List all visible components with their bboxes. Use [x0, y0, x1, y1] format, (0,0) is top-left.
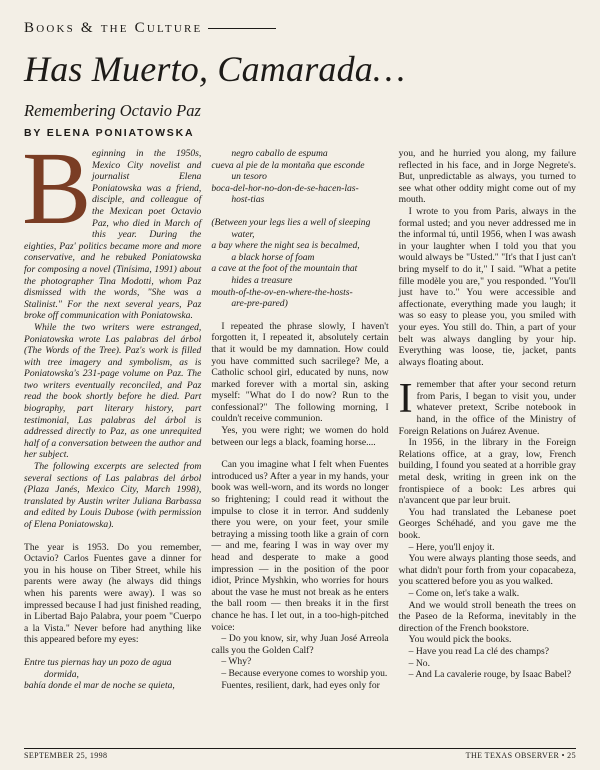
- dialogue-line: – And La cavalerie rouge, by Isaac Babel?: [408, 669, 572, 681]
- poem-line: water,: [231, 228, 255, 240]
- article-subtitle: Remembering Octavio Paz: [24, 101, 201, 120]
- poem-line: Entre tus piernas hay un pozo de agua: [24, 656, 172, 668]
- dialogue-line: – Come on, let's take a walk.: [408, 587, 520, 599]
- article-title: Has Muerto, Camarada…: [24, 49, 406, 89]
- issue-date: SEPTEMBER 25, 1998: [24, 751, 108, 760]
- poem-excerpt: [24, 657, 201, 692]
- poem-english: [211, 217, 388, 310]
- section-header: [24, 20, 576, 37]
- body-paragraph: You had translated the Lebanese poet Georges Schéhadé, and you gave me the book.: [398, 506, 576, 541]
- body-paragraph: The year is 1953. Do you remember, Octavio? Carlos Fuentes gave a dinner for you in his house on Tiber Street, while his parents were away (he always did things when his parents were away). I was so impressed because I had just finished reading, in Libertad Bajo Palabra, your poem "Cuerpo a la Vista." Never before had anything like this appeared before my eyes:: [24, 541, 202, 646]
- poem-line: cueva al pie de la montaña que esconde: [211, 159, 365, 171]
- column-3: [399, 148, 576, 692]
- section-rule: [208, 28, 276, 29]
- poem-line: negro caballo de espuma: [231, 148, 328, 159]
- poem-line: (Between your legs lies a well of sleeping: [211, 216, 371, 228]
- poem-spanish: [211, 148, 388, 206]
- body-paragraph: In 1956, in the library in the Foreign Relations office, at a gray, low, French building, I found you seated at a horrible gray metal desk, writing in green ink on the frontispiece of a book: Les arbres qui n'avancent que par leur bruit.: [398, 437, 576, 507]
- dialogue-line: – Why?: [221, 656, 252, 668]
- body-paragraph: And we would stroll beneath the trees on the Paseo de la Reforma, inevitably in the direction of the French bookstore.: [398, 599, 576, 634]
- drop-cap: B: [22, 131, 92, 246]
- body-paragraph: remember that after your second return from Paris, I began to visit you, under whatever pretext, Scribe notebook in hand, in the office of the Ministry of Foreign Relations on Juárez Avenue.: [398, 379, 576, 437]
- dialogue-line: – Do you know, sir, why Juan José Arreola calls you the Golden Calf?: [211, 633, 389, 656]
- intro-paragraph: The following excerpts are selected from several sections of Las palabras del árbol (Plaza Janés, Mexico City, March 1998), translated by Austin writer Juliana Barbassa and edited by Louis Dubose (with permission of Elena Poniatowska).: [24, 461, 202, 530]
- dialogue-line: – Here, you'll enjoy it.: [408, 541, 495, 553]
- dialogue-line: – Because everyone comes to worship you.: [221, 667, 388, 679]
- poem-line: mouth-of-the-ov-en-where-the-hosts-: [211, 286, 353, 298]
- poem-line: a cave at the foot of the mountain that: [211, 263, 358, 275]
- body-paragraph: Yes, you were right; we women do hold between our legs a black, foaming horse....: [211, 425, 389, 448]
- poem-line: a bay where the night sea is becalmed,: [211, 240, 360, 252]
- body-paragraph: You would pick the books.: [408, 634, 512, 646]
- poem-line: a black horse of foam: [231, 251, 315, 263]
- dialogue-line: – Have you read La clé des champs?: [408, 645, 550, 657]
- body-paragraph: you, and he hurried you along, my failure reflected in his face, and in Jorge Negrete's. But, unpredictable as always, you turned to see what other oddity might come out of my mouth.: [398, 148, 576, 206]
- poem-line: are-pre-pared): [231, 298, 288, 310]
- poem-line: hides a treasure: [231, 274, 293, 286]
- poem-line: dormida,: [44, 668, 79, 680]
- poem-line: boca-del-hor-no-don-de-se-hacen-las-: [211, 182, 359, 194]
- page-footer: [24, 748, 576, 760]
- body-paragraph: Fuentes, resilient, dark, had eyes only for: [221, 679, 380, 691]
- section-label: Books & the Culture: [24, 20, 203, 36]
- column-2: [211, 148, 388, 692]
- intro-paragraph: While the two writers were estranged, Poniatowska wrote Las palabras del árbol (The Words of the Tree). Paz's work is filled with tree imagery and symbolism, as is Poniatowska's 231-page volume on Paz. The two writers eventually reconciled, and Paz read the book shortly before he died. Part biography, part literary history, part testimonial, Las palabras del árbol is addressed directly to Paz, as one unrequited half of a conversation between the author and her subject.: [24, 321, 202, 461]
- body-paragraph: Can you imagine what I felt when Fuentes introduced us? After a year in my hands, your book was well-worn, and its words no longer so frightening; I could read it without the impulse to close it in terror. And suddenly there you were, on your feet, your smile betraying a missing tooth like a grain of corn — and me, fearing I was in way over my head and desperate to make a good impression — in the position of the poor idiot, Prince Myshkin, who worries for hours about the vase he must not break as he enters the ball room — then breaks it in the first chance he has. I let out, in a too-high-pitched voice:: [211, 459, 389, 633]
- body-paragraph: You were always planting those seeds, and what didn't pour forth from your copacabeza, you scattered before you as you walked.: [398, 553, 576, 588]
- publication-page: THE TEXAS OBSERVER • 25: [465, 751, 576, 760]
- poem-line: bahía donde el mar de noche se quieta,: [24, 680, 175, 692]
- byline: BY ELENA PONIATOWSKA: [24, 127, 195, 139]
- poem-line: un tesoro: [231, 171, 267, 183]
- body-paragraph: I repeated the phrase slowly, I haven't forgotten it, I repeated it, absolutely certain that it would be my damnation. How could you have committed such sacrilege? Me, a Catholic school girl, educated by nuns, now marked forever with a mortal sin, asking myself: "What do I do now? Run to the confessional?" The following morning, I couldn't receive communion.: [211, 320, 389, 425]
- dialogue-line: – No.: [408, 657, 430, 669]
- poem-line: host-tias: [231, 194, 265, 206]
- body-paragraph: I wrote to you from Paris, always in the formal usted; and you never addressed me in the informal tú, until 1956, when I was awash in your laughter when I told you that you would always be "Usted." "It's that I just can't bring myself to do it," I said. "What a petite fille modèle you are," you responded. "You'll just have to." You were accessible and affectionate, everything made you laugh; it was so easy to please you, you smiled with your eyes. You still do. Thin, a part of your belt was always dangling by your hip. Everything was loose, tie, jacket, pants always floating about.: [398, 205, 576, 368]
- intro-paragraph: eginning in the 1950s, Mexico City novelist and journalist Elena Poniatowska was a friend, disciple, and colleague of the Mexican poet Octavio Paz, who died in March of this year. During the eighties, Paz' politics became more and more conservative, and he rebuked Poniatowska for composing a novel (Tinísima, 1991) about the photographer Tina Modotti, whom Paz dismissed with the words, "She was a Stalinist." For the next several years, Paz broke off communication with Poniatowska.: [24, 148, 202, 322]
- drop-cap: I: [398, 376, 413, 423]
